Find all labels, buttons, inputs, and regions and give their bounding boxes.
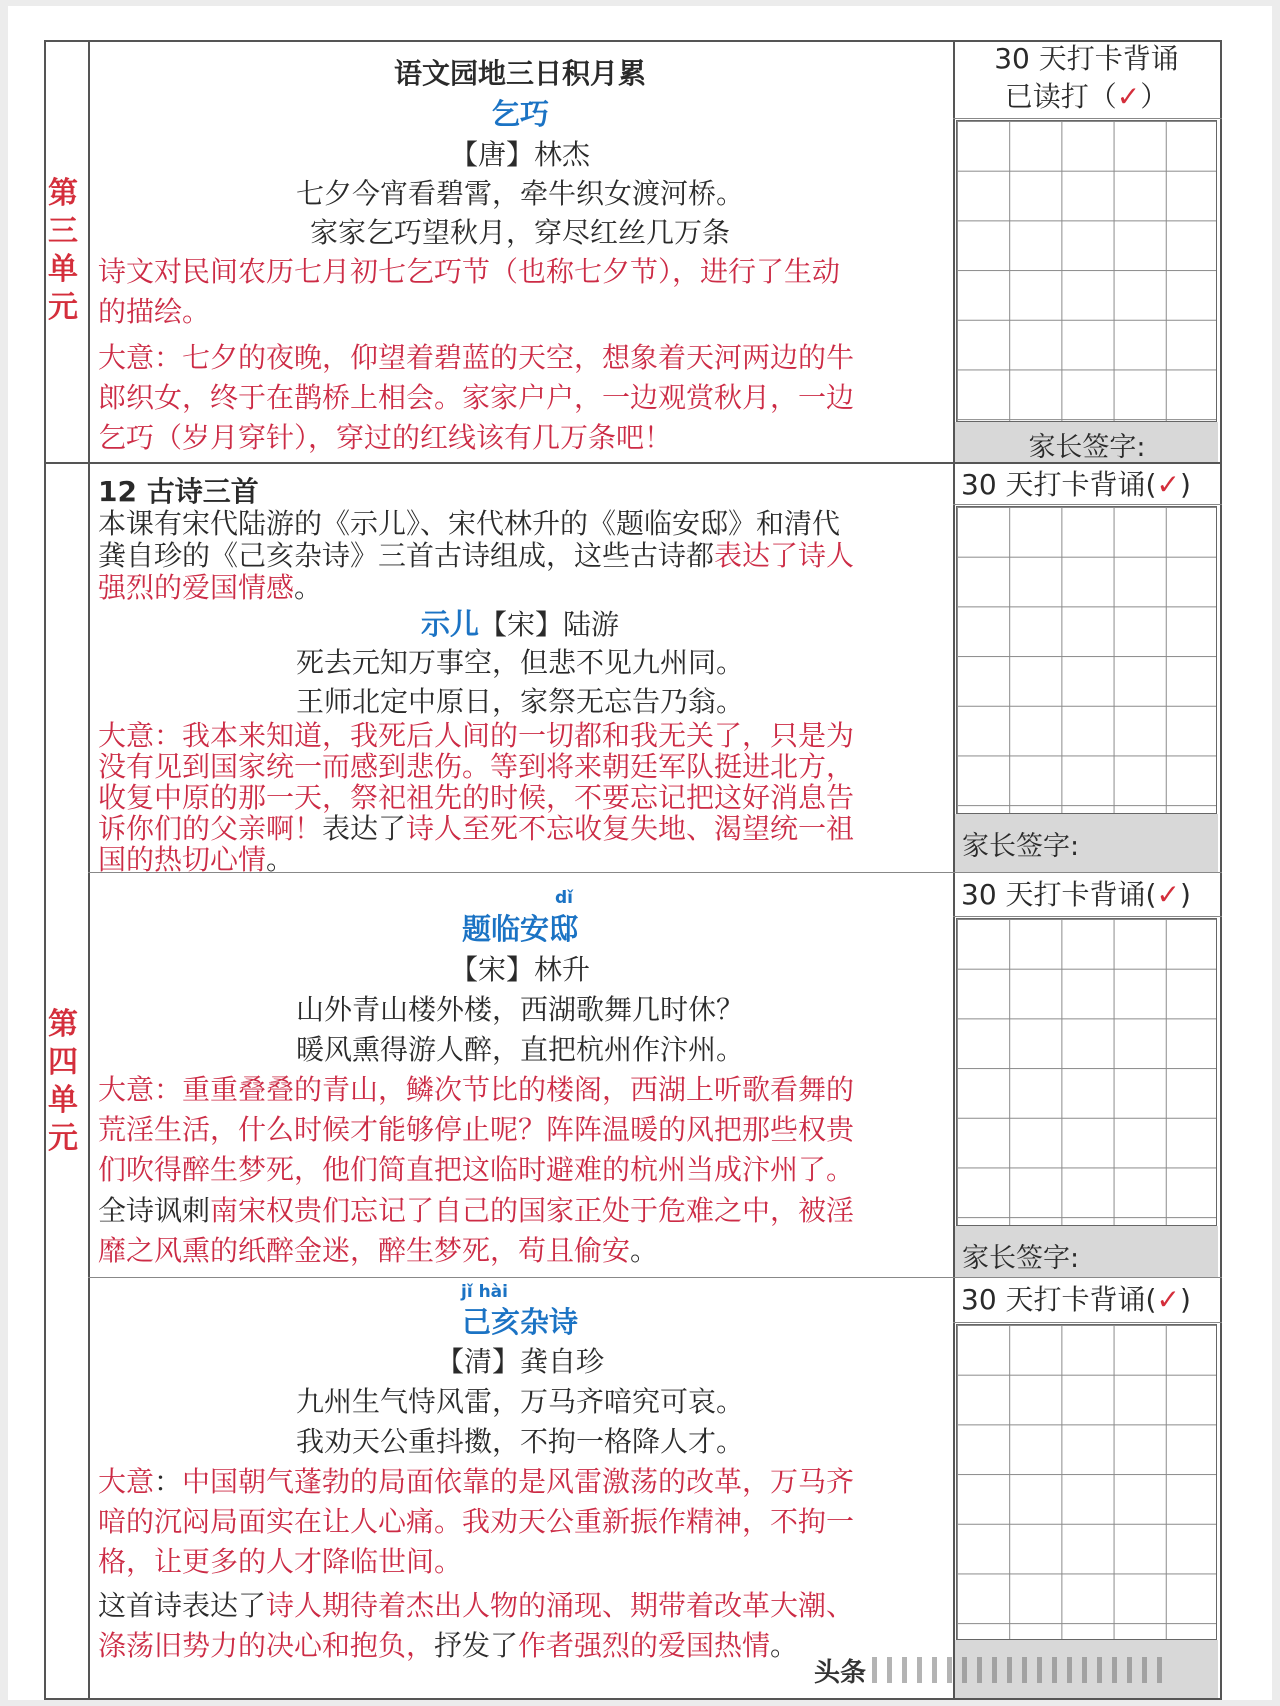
checkin-text: ) <box>1179 1283 1191 1316</box>
poem-shier-meaning: 大意：我本来知道，我死后人间的一切都和我无关了，只是为 <box>98 719 855 752</box>
poem-jihaizashi-author: 【清】龚自珍 <box>435 1345 604 1378</box>
poem2-poem3-divider <box>88 1277 1222 1278</box>
poem-tilinandi-summary <box>98 1229 658 1269</box>
unit3-checkin-label <box>955 40 1218 116</box>
poem-tilinandi-title: 题临安邸 <box>461 912 578 946</box>
poem-tilinandi-parent-signature[interactable]: 家长签字: <box>962 1243 1080 1274</box>
lesson-intro-highlight: 表达了诗人 <box>714 539 855 572</box>
poem-jihaizashi-pinyin: jǐ hài <box>461 1282 508 1302</box>
unit4-label <box>38 464 88 1700</box>
poem-qiqiao-verse: 家家乞巧望秋月，穿尽红丝几万条 <box>309 216 730 249</box>
checkin-text: 30 天打卡背诵( <box>961 878 1157 911</box>
poem-tilinandi-summary-text: 。 <box>630 1234 659 1267</box>
poem-qiqiao-verse: 七夕今宵看碧霄，牵牛织女渡河桥。 <box>295 177 744 210</box>
unit3-checkin-line1: 30 天打卡背诵 <box>994 42 1179 75</box>
poem-shier-checkin-grid[interactable] <box>956 506 1217 814</box>
watermark-bars-icon <box>872 1657 1162 1683</box>
poem-jihaizashi-summary-text: 涤荡旧势力的决心和抱负， <box>98 1629 435 1662</box>
poem-tilinandi-checkin-label <box>955 874 1224 916</box>
poem-shier-meaning <box>98 838 294 878</box>
poem-shier-meaning-text: 国的热切心情 <box>98 843 267 876</box>
poem-tilinandi-meaning: 大意：重重叠叠的青山，鳞次节比的楼阁，西湖上听歌看舞的 <box>98 1073 855 1106</box>
divider <box>953 118 1222 119</box>
poem-tilinandi-pinyin: dǐ <box>555 888 573 908</box>
poem-jihaizashi-verse: 我劝天公重抖擞，不拘一格降人才。 <box>295 1425 744 1458</box>
poem-qiqiao-meaning: 郎织女，终于在鹊桥上相会。家家户户，一边观赏秋月，一边 <box>98 381 855 414</box>
poem-tilinandi-checkin-grid[interactable] <box>956 918 1217 1226</box>
poem-jihaizashi-summary-text: 这首诗表达了 <box>98 1589 267 1622</box>
poem-jihaizashi-summary <box>98 1584 854 1624</box>
poem-shier-meaning: 没有见到国家统一而感到悲伤。等到将来朝廷军队挺进北方， <box>98 750 855 783</box>
unit3-label-char: 元 <box>48 290 78 325</box>
poem-qiqiao-author: 【唐】林杰 <box>449 138 590 171</box>
poem-jihaizashi-meaning-text: 大意 <box>98 1465 155 1498</box>
poem-tilinandi-summary-text: 靡之风熏的纸醉金迷，醉生梦死，苟且偷安 <box>98 1234 631 1267</box>
divider <box>953 504 1222 505</box>
poem-jihaizashi-checkin-label <box>955 1279 1224 1321</box>
unit3-checkin-prefix: 已读打（ <box>1004 80 1117 113</box>
lesson-intro-text: 龚自珍的《己亥杂诗》三首古诗组成，这些古诗都 <box>98 539 715 572</box>
unit4-label-char: 单 <box>48 1083 78 1118</box>
poem-shier-heading <box>90 602 950 643</box>
poem-shier-verse: 王师北定中原日，家祭无忘告乃翁。 <box>295 685 744 718</box>
unit3-checkin-line2 <box>955 78 1218 116</box>
poem-shier-title: 示儿 <box>420 607 479 641</box>
unit3-label <box>38 40 88 462</box>
lesson-title: 12 古诗三首 <box>98 475 259 508</box>
poem-shier-parent-signature[interactable]: 家长签字: <box>962 831 1080 862</box>
unit4-label-char: 元 <box>48 1121 78 1156</box>
poem-tilinandi-author: 【宋】林升 <box>449 953 590 986</box>
poem-qiqiao-title: 乞巧 <box>490 97 549 131</box>
poem-qiqiao-intro: 的描绘。 <box>98 295 211 328</box>
poem-shier-meaning-text: 诉你们的父亲啊！ <box>98 812 323 845</box>
poem-jihaizashi-meaning: 喑的沉闷局面实在让人心痛。我劝天公重新振作精神，不拘一 <box>98 1505 855 1538</box>
poem-jihaizashi-title: 己亥杂诗 <box>461 1305 578 1339</box>
poem-tilinandi-verse: 暖风熏得游人醉，直把杭州作汴州。 <box>295 1033 744 1066</box>
poem-tilinandi-meaning: 荒淫生活，什么时候才能够停止呢？阵阵温暖的风把那些权贵 <box>98 1113 855 1146</box>
poem-jihaizashi-meaning <box>98 1460 854 1500</box>
poem-tilinandi-summary-text: 全诗讽刺 <box>98 1194 211 1227</box>
poem-jihaizashi-summary-text: 。 <box>770 1629 799 1662</box>
checkin-text: ) <box>1179 468 1191 501</box>
poem-jihaizashi-summary-text: 作者强烈的爱国热情 <box>518 1629 771 1662</box>
unit3-label-char: 单 <box>48 252 78 287</box>
poem-shier-meaning-text: 诗人至死不忘收复失地、渴望统一祖 <box>406 812 855 845</box>
poem-qiqiao-intro: 诗文对民间农历七月初七乞巧节（也称七夕节），进行了生动 <box>98 255 841 288</box>
checkin-text: 30 天打卡背诵( <box>961 468 1157 501</box>
lesson-intro <box>98 566 322 606</box>
unit3-checkin-grid[interactable] <box>956 120 1217 422</box>
poem-tilinandi-summary <box>98 1189 854 1229</box>
poem-shier-meaning-text: 表达了 <box>322 812 407 845</box>
checkin-text: 30 天打卡背诵( <box>961 1283 1157 1316</box>
check-mark-icon: ✓ <box>1156 1283 1180 1316</box>
lesson-intro-text: 。 <box>294 571 323 604</box>
poem-tilinandi-meaning: 们吹得醉生梦死，他们简直把这临时避难的杭州当成汴州了。 <box>98 1153 855 1186</box>
unit3-parent-signature[interactable]: 家长签字: <box>1028 432 1146 463</box>
checkin-text: ) <box>1179 878 1191 911</box>
poem-jihaizashi-meaning-text: ： <box>154 1465 183 1498</box>
poem-shier-verse: 死去元知万事空，但悲不见九州同。 <box>295 646 744 679</box>
check-mark-icon: ✓ <box>1156 878 1180 911</box>
poem-shier-author: 【宋】陆游 <box>479 608 620 641</box>
unit4-label-char: 第 <box>48 1007 78 1042</box>
poem-qiqiao-meaning: 乞巧（岁月穿针），穿过的红线该有几万条吧！ <box>98 421 673 454</box>
poem-jihaizashi-summary <box>98 1624 798 1664</box>
lesson-intro: 本课有宋代陆游的《示儿》、宋代林升的《题临安邸》和清代 <box>98 507 841 540</box>
poem-jihaizashi-checkin-grid[interactable] <box>956 1324 1217 1640</box>
unit4-label-char: 四 <box>48 1045 78 1080</box>
unit3-label-char: 三 <box>48 214 78 249</box>
watermark <box>814 1650 1254 1690</box>
poem-shier-checkin-label <box>955 464 1224 506</box>
unit3-checkin-suffix: ） <box>1140 80 1169 113</box>
poem-jihaizashi-meaning-text: 中国朝气蓬勃的局面依靠的是风雷激荡的改革，万马齐 <box>182 1465 855 1498</box>
unit3-label-char: 第 <box>48 176 78 211</box>
poem-jihaizashi-summary-text: 抒发了 <box>434 1629 519 1662</box>
unit3-section-title: 语文园地三日积月累 <box>393 57 646 90</box>
poem-jihaizashi-summary-text: 诗人期待着杰出人物的涌现、期带着改革大潮、 <box>266 1589 855 1622</box>
poem-jihaizashi-meaning: 格，让更多的人才降临世间。 <box>98 1545 463 1578</box>
poem-tilinandi-verse: 山外青山楼外楼，西湖歌舞几时休？ <box>295 993 744 1026</box>
divider <box>953 1322 1222 1323</box>
divider <box>953 916 1222 917</box>
poem-shier-meaning: 收复中原的那一天，祭祀祖先的时候，不要忘记把这好消息告 <box>98 781 855 814</box>
poem-jihaizashi-verse: 九州生气恃风雷，万马齐喑究可哀。 <box>295 1385 744 1418</box>
poem-shier-meaning-text: 。 <box>266 843 295 876</box>
watermark-text: 头条 <box>814 1657 867 1688</box>
poem-qiqiao-meaning: 大意：七夕的夜晚，仰望着碧蓝的天空，想象着天河两边的牛 <box>98 341 855 374</box>
check-mark-icon: ✓ <box>1116 80 1141 113</box>
poem-tilinandi-summary-text: 南宋权贵们忘记了自己的国家正处于危难之中，被淫 <box>210 1194 855 1227</box>
check-mark-icon: ✓ <box>1156 468 1180 501</box>
lesson-intro-highlight: 强烈的爱国情感 <box>98 571 295 604</box>
